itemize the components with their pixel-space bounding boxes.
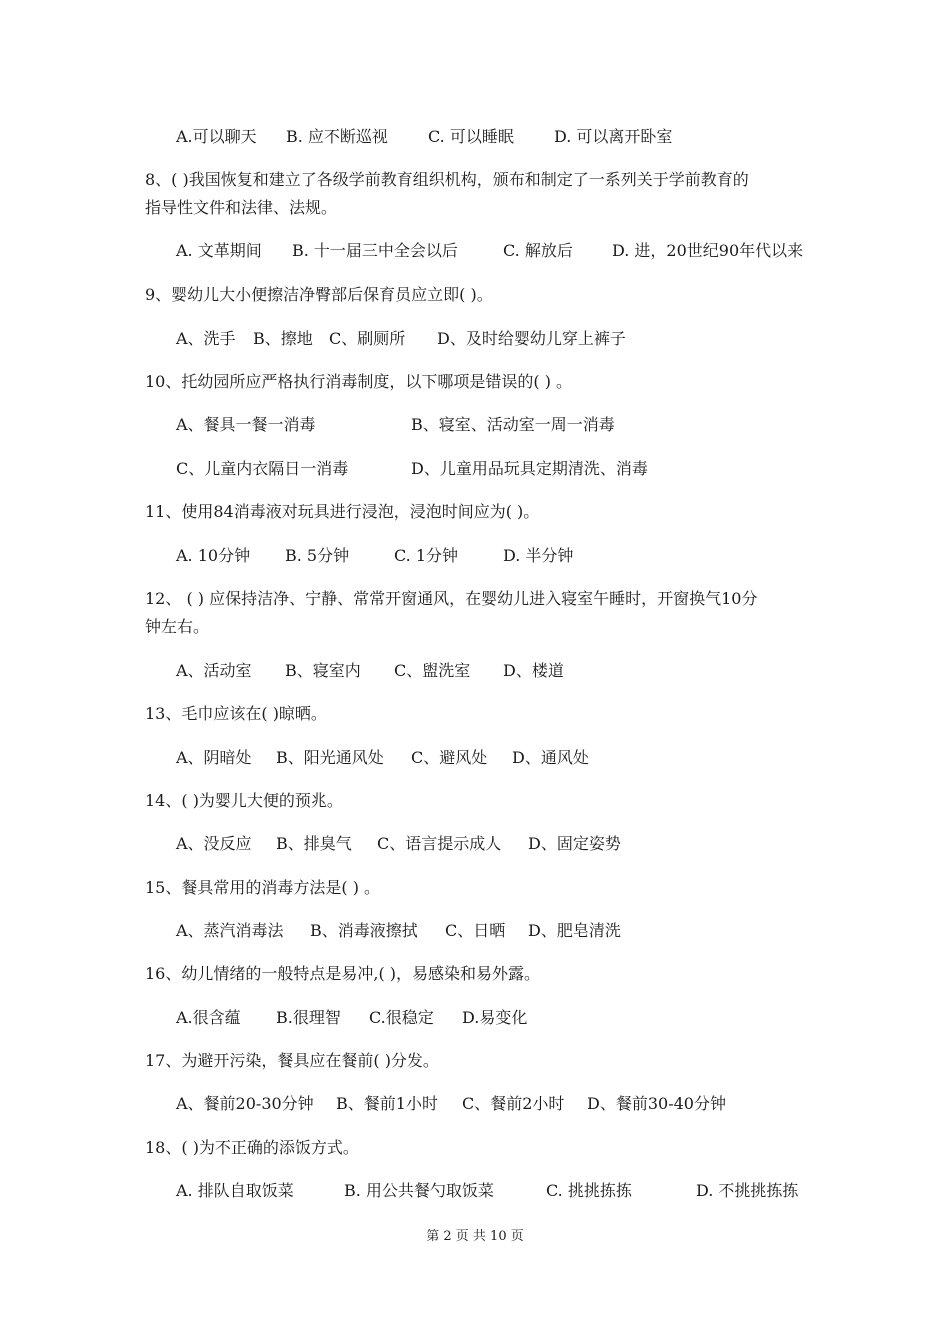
q9-option-b: B、擦地 — [253, 329, 313, 348]
q16-option-b: B.很理智 — [276, 1008, 341, 1027]
q7-option-a: A.可以聊天 — [176, 127, 257, 146]
q17-option-a: A、餐前20-30分钟 — [176, 1094, 314, 1113]
q9-option-c: C、刷厕所 — [329, 329, 406, 348]
q15-option-b: B、消毒液擦拭 — [310, 921, 418, 940]
q16-option-c: C.很稳定 — [369, 1008, 434, 1027]
q15-option-a: A、蒸汽消毒法 — [176, 921, 284, 940]
q10-option-a: A、餐具一餐一消毒 — [176, 415, 316, 434]
q14-option-c: C、语言提示成人 — [377, 834, 502, 853]
q10-stem: 10、托幼园所应严格执行消毒制度，以下哪项是错误的( ) 。 — [145, 372, 573, 391]
q15-option-c: C、日晒 — [445, 921, 506, 940]
q7-option-b: B. 应不断巡视 — [286, 127, 388, 146]
q11-option-d: D. 半分钟 — [503, 546, 574, 565]
q18-option-b: B. 用公共餐勺取饭菜 — [344, 1181, 494, 1200]
q9-option-a: A、洗手 — [176, 329, 236, 348]
page-number-footer: 第 2 页 共 10 页 — [426, 1229, 524, 1244]
q12-stem-continued: 钟左右。 — [145, 617, 210, 636]
q8-option-d: D. 进，20世纪90年代以来 — [612, 241, 804, 260]
q16-option-d: D.易变化 — [462, 1008, 528, 1027]
q18-option-c: C. 挑挑拣拣 — [546, 1181, 632, 1200]
q12-option-a: A、活动室 — [176, 661, 252, 680]
q11-option-b: B. 5分钟 — [285, 546, 350, 565]
q13-option-a: A、阴暗处 — [176, 748, 252, 767]
q16-option-a: A.很含蕴 — [176, 1008, 241, 1027]
q7-option-c: C. 可以睡眠 — [428, 127, 514, 146]
q11-option-c: C. 1分钟 — [394, 546, 459, 565]
q10-option-c: C、儿童内衣隔日一消毒 — [176, 459, 349, 478]
q14-option-a: A、没反应 — [176, 834, 252, 853]
q12-option-b: B、寝室内 — [285, 661, 361, 680]
q8-stem: 8、( )我国恢复和建立了各级学前教育组织机构，颁布和制定了一系列关于学前教育的 — [145, 170, 749, 189]
q7-option-d: D. 可以离开卧室 — [554, 127, 673, 146]
q17-option-d: D、餐前30-40分钟 — [587, 1094, 726, 1113]
q12-stem: 12、 ( ) 应保持洁净、宁静、常常开窗通风，在婴幼儿进入寝室午睡时，开窗换气10分 — [145, 589, 758, 608]
q15-stem: 15、餐具常用的消毒方法是( ) 。 — [145, 878, 381, 897]
q11-stem: 11、使用84消毒液对玩具进行浸泡，浸泡时间应为( )。 — [145, 502, 540, 521]
q18-option-d: D. 不挑挑拣拣 — [696, 1181, 799, 1200]
q9-stem: 9、婴幼儿大小便擦洁净臀部后保育员应立即( )。 — [145, 285, 493, 304]
q14-option-d: D、固定姿势 — [528, 834, 621, 853]
q16-stem: 16、幼儿情绪的一般特点是易冲,( )，易感染和易外露。 — [145, 964, 541, 983]
q8-option-a: A. 文革期间 — [176, 241, 262, 260]
q15-option-d: D、肥皂清洗 — [528, 921, 621, 940]
q8-stem-continued: 指导性文件和法律、法规。 — [145, 198, 338, 217]
q8-option-b: B. 十一届三中全会以后 — [292, 241, 458, 260]
q13-stem: 13、毛巾应该在( )晾晒。 — [145, 704, 327, 723]
q14-option-b: B、排臭气 — [276, 834, 352, 853]
q10-option-b: B、寝室、活动室一周一消毒 — [411, 415, 615, 434]
q8-option-c: C. 解放后 — [503, 241, 573, 260]
q13-option-c: C、避风处 — [411, 748, 488, 767]
q17-stem: 17、为避开污染，餐具应在餐前( )分发。 — [145, 1051, 439, 1070]
q14-stem: 14、( )为婴儿大便的预兆。 — [145, 791, 343, 810]
q9-option-d: D、及时给婴幼儿穿上裤子 — [437, 329, 626, 348]
q12-option-c: C、盥洗室 — [394, 661, 471, 680]
q17-option-b: B、餐前1小时 — [336, 1094, 438, 1113]
q17-option-c: C、餐前2小时 — [462, 1094, 565, 1113]
q18-stem: 18、( )为不正确的添饭方式。 — [145, 1138, 359, 1157]
q10-option-d: D、儿童用品玩具定期清洗、消毒 — [411, 459, 648, 478]
q11-option-a: A. 10分钟 — [176, 546, 251, 565]
q18-option-a: A. 排队自取饭菜 — [176, 1181, 294, 1200]
q13-option-d: D、通风处 — [512, 748, 589, 767]
q13-option-b: B、阳光通风处 — [276, 748, 384, 767]
q12-option-d: D、楼道 — [503, 661, 564, 680]
